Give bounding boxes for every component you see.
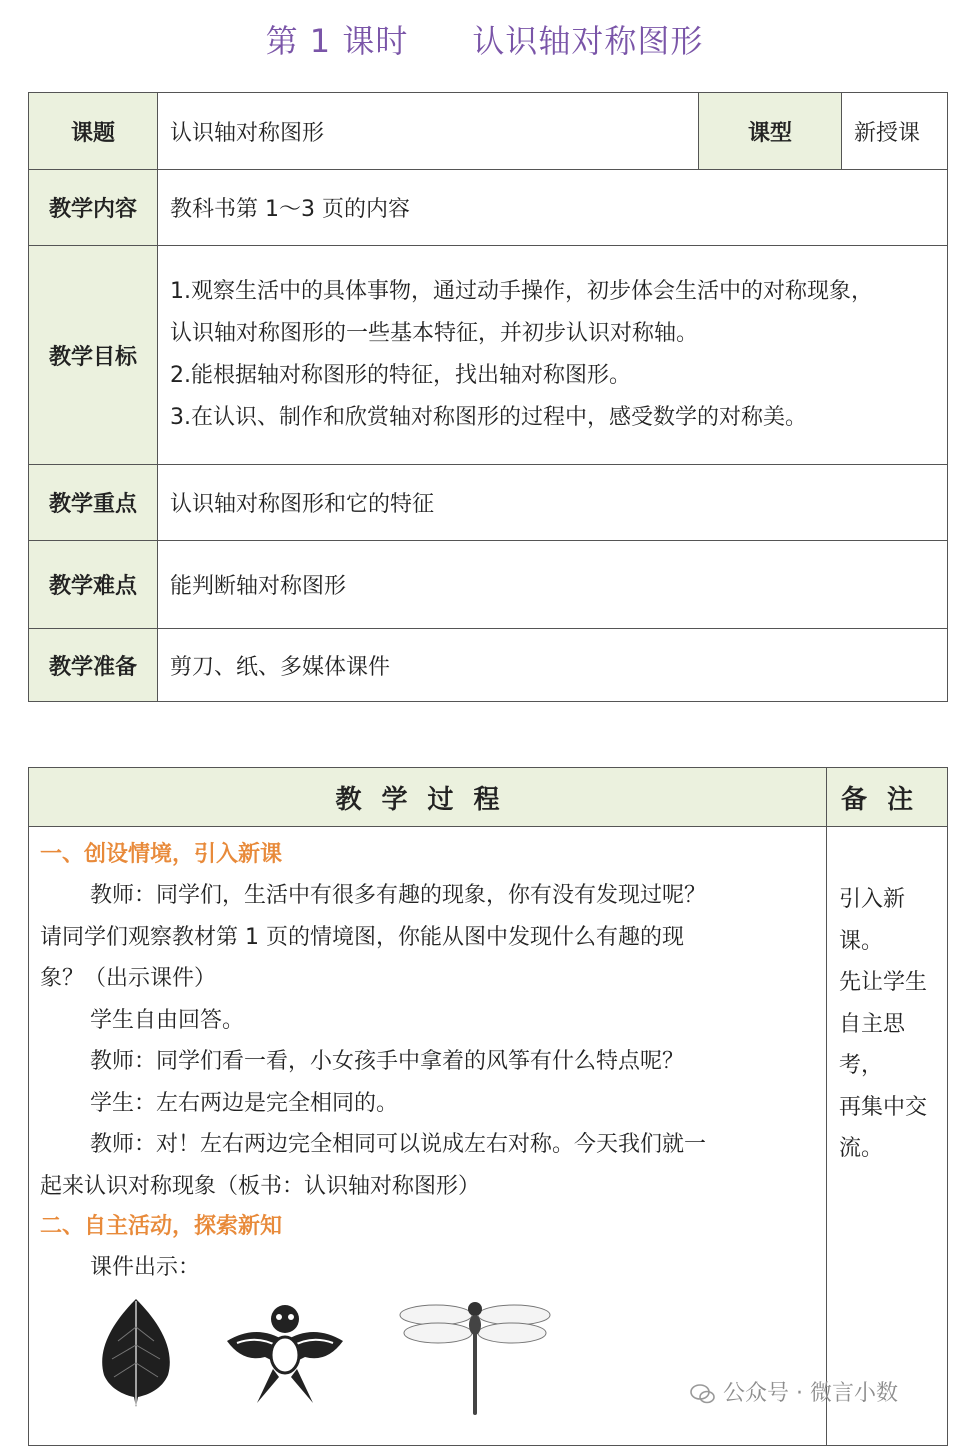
paragraph-line: 象？（出示课件） — [40, 966, 217, 991]
section-heading: 一、创设情境，引入新课 — [40, 842, 283, 867]
goal-line: 2.能根据轴对称图形的特征，找出轴对称图形。 — [170, 363, 631, 388]
goals-value — [158, 246, 948, 465]
note-header: 备注 — [827, 768, 948, 827]
content-value: 教科书第 1～3 页的内容 — [158, 170, 948, 246]
difficulty-value: 能判断轴对称图形 — [158, 541, 948, 629]
topic-label: 课题 — [29, 93, 158, 170]
paragraph-line: 学生：左右两边是完全相同的。 — [90, 1090, 399, 1116]
goal-line: 3.在认识、制作和欣赏轴对称图形的过程中，感受数学的对称美。 — [170, 405, 807, 430]
note-line: 自主思考， — [839, 1011, 906, 1078]
paragraph-line: 学生自由回答。 — [90, 1007, 245, 1033]
paragraph-line: 请同学们观察教材第 1 页的情境图，你能从图中发现什么有趣的现 — [40, 924, 684, 950]
paragraph-line: 教师：对！左右两边完全相同可以说成左右对称。今天我们就一 — [90, 1132, 707, 1157]
paragraph-line: 教师：同学们，生活中有很多有趣的现象，你有没有发现过呢？ — [90, 883, 707, 908]
note-line: 流。 — [839, 1136, 884, 1161]
difficulty-label: 教学难点 — [29, 541, 158, 629]
paragraph-line: 起来认识对称现象（板书：认识轴对称图形） — [40, 1173, 481, 1199]
key-value: 认识轴对称图形和它的特征 — [158, 465, 948, 541]
goal-line: 认识轴对称图形的一些基本特征，并初步认识对称轴。 — [170, 321, 699, 346]
note-line: 引入新课。 — [839, 887, 906, 954]
teaching-process-table — [28, 767, 948, 1446]
watermark — [690, 1376, 898, 1407]
note-line: 先让学生 — [839, 970, 928, 995]
key-label: 教学重点 — [29, 465, 158, 541]
goals-label: 教学目标 — [29, 246, 158, 465]
note-line: 再集中交 — [839, 1094, 928, 1120]
note-body — [827, 827, 948, 1446]
prep-label: 教学准备 — [29, 629, 158, 702]
watermark-text: 公众号 · 微言小数 — [723, 1381, 898, 1406]
prep-value: 剪刀、纸、多媒体课件 — [158, 629, 948, 702]
goal-line: 1.观察生活中的具体事物，通过动手操作，初步体会生活中的对称现象， — [170, 279, 873, 304]
paragraph-line: 教师：同学们看一看，小女孩手中拿着的风筝有什么特点呢？ — [90, 1049, 685, 1074]
content-label: 教学内容 — [29, 170, 158, 246]
process-body — [29, 827, 827, 1446]
courseware-show-label: 课件出示： — [90, 1255, 201, 1280]
type-label: 课型 — [699, 93, 842, 170]
page-title — [0, 16, 969, 62]
topic-value: 认识轴对称图形 — [158, 93, 699, 170]
lesson-info-table — [28, 92, 948, 702]
wechat-icon — [690, 1383, 716, 1405]
type-value: 新授课 — [842, 93, 948, 170]
swallow-kite-illustration — [223, 1297, 347, 1409]
lesson-number: 第 1 课时 — [265, 22, 409, 60]
lesson-title: 认识轴对称图形 — [472, 22, 704, 60]
section-heading: 二、自主活动，探索新知 — [40, 1214, 283, 1239]
process-header: 教学过程 — [29, 768, 827, 827]
dragonfly-illustration — [398, 1297, 552, 1417]
leaf-illustration — [96, 1297, 176, 1409]
